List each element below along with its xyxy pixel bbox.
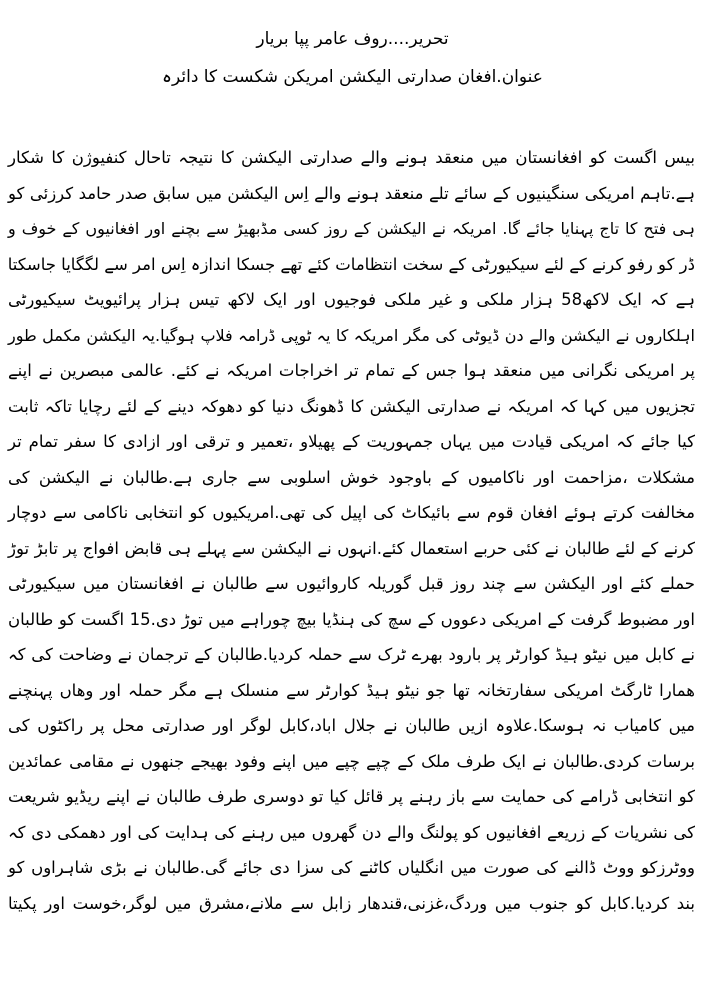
article-line: مشکلات ،مزاحمت اور ناکامیوں کے باوجود خوش اسلوبی سے جاری ہے.طالبان نے الیکشن کی [8, 467, 695, 487]
article-line: ہے کہ ایک لاکھ58 ہزار ملکی و غیر ملکی فوجیوں اور ایک لاکھ تیس ہزار پرائیویٹ سیکیورٹی [8, 290, 695, 309]
article-line: بند کردیا.کابل کو جنوب میں وردگ،غزنی،قندھار زابل سے ملانے،مشرق میں لوگر،خوست اور پکیتا [8, 893, 695, 913]
article-line: کیا جائے کہ امریکی قیادت میں یہاں جمہوریت کے پھیلاو ،تعمیر و ترقی اور ازادی کا سفر تمام تر [8, 432, 695, 451]
article-line: ھمارا ٹارگٹ امریکی سفارتخانہ تھا جو نیٹو ہیڈ کوارٹر سے منسلک ہے مگر حملہ اور وھاں پہنچنے [8, 680, 695, 700]
article-line: اور مضبوط گرفت کے امریکی دعووں کے سچ کی ہنڈیا بیچ چوراہے میں توڑ دی.15 اگست کو طالبان [8, 609, 695, 629]
article-line: نے کابل میں نیٹو ہیڈ کوارٹر پر بارود بھرے ٹرک سے حملہ کردیا.طالبان کے ترجمان نے وضاحت کی کہ [8, 645, 695, 664]
article-line: کی نشریات کے زریعے افغانیوں کو پولنگ والے دن گھروں میں رہنے کی ہدایت کی اور دھمکی دی کہ [8, 822, 695, 842]
article-body [0, 140, 705, 921]
article-line: ووٹرزکو ووٹ ڈالنے کی صورت میں انگلیاں کاٹنے کی سزا دی جائے گی.طالبان نے بڑی شاہراوں کو [8, 858, 695, 877]
article-line: بیس اگست کو افغانستان میں منعقد ہونے والے صدارتی الیکشن کا نتیجہ تاحال کنفیوژن کا شکار [8, 148, 695, 167]
article-line: ہے.تاہم امریکی سنگینیوں کے سائے تلے منعقد ہونے والے اِس الیکشن میں سابق صدر حامد کرزئی کو [8, 183, 695, 203]
article-line: کو انتخابی ڈرامے کی حمایت سے باز رہنے پر قائل کیا تو دوسری طرف طالبان نے اپنے ریڈیو شریعت [8, 787, 695, 806]
article-line: ڈر کو رفو کرنے کے لئے سیکیورٹی کے سخت انتظامات کئے تھے جسکا اندازہ اِس امر سے لگگایا جاسکتا [7, 254, 695, 274]
document-header [0, 20, 705, 96]
article-line: برسات کردی.طالبان نے ایک طرف ملک کے چپے چپے میں اپنے وفود بھیجے جنھوں نے مقامی عمائدین [8, 751, 695, 771]
article-line: اہلکاروں نے الیکشن والے دن ڈیوٹی کی مگر امریکہ کا یہ ٹوپی ڈرامہ فلاپ ہوگیا.یہ الیکشن مکمل طور [8, 325, 695, 345]
article-line: میں کامیاب نہ ہوسکا.علاوہ ازیں طالبان نے جلال اباد،کابل لوگر اور صدارتی محل پر راکٹوں کی [8, 716, 695, 735]
article-line: تجزیوں میں کہا کہ امریکہ نے صدارتی الیکشن کا ڈھونگ دنیا کو دھوکہ دینے کے لئے رچایا تاکہ ثابت [8, 396, 695, 416]
author-line: تحریر....روف عامر پپا بریار [256, 29, 449, 49]
article-line: مخالفت کرتے ہوئے افغان قوم سے بائیکاٹ کی اپیل کی تھی.امریکیوں کو انتخابی ناکامی سے دوچار [8, 503, 695, 522]
article-title: عنوان.افغان صدارتی الیکشن امریکن شکست کا دائرہ [162, 67, 543, 87]
article-line: پر امریکی نگرانی میں منعقد ہوا جس کے تمام تر اخراجات امریکہ نے کئے. عالمی مبصرین نے اپنے [8, 361, 695, 380]
article-line: ہی فتح کا تاج پہنایا جائے گا. امریکہ نے الیکشن کے روز کسی مڈبھیڑ سے بچنے اور افغانیوں کے خوف و [8, 219, 695, 238]
article-line: کرنے کے لئے طالبان نے کئی حربے استعمال کئے.انہوں نے الیکشن سے پہلے ہی قابض افواج پر تابڑ توڑ [8, 538, 695, 558]
article-line: حملے کئے اور الیکشن سے چند روز قبل گوریلہ کاروائیوں سے طالبان نے افغانستان میں سیکیورٹی [8, 574, 695, 593]
